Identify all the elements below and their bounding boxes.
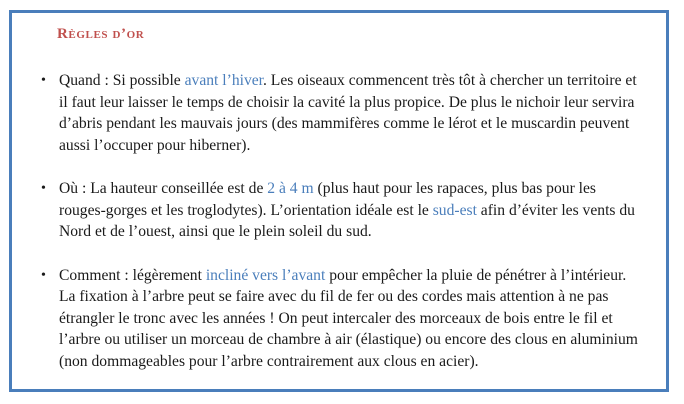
rule-item (28, 265, 638, 373)
rule-text: Comment : légèrement (59, 266, 206, 284)
section-title: Règles d’or (57, 26, 145, 42)
rule-text: . Les oiseaux commencent très tôt à chercher un territoire et il faut leur laisser le temps de choisir la cavité la plus propice. De plus le nichoir leur servira d’abris pendant les mauvais jours (des mammifères comme le lérot et le muscardin peuvent aussi l’occuper pour hiberner). (59, 72, 637, 154)
bullet-icon: • (41, 181, 46, 196)
highlighted-term: incliné vers l’avant (205, 266, 326, 284)
rule-text: pour empêcher la pluie de pénétrer à l’intérieur. La fixation à l’arbre peut se faire avec du fil de fer ou des cordes mais attention à ne pas étrangler le tronc avec les années ! On peut intercaler des morceaux de bois entre le fil et l’arbre ou utiliser un morceau de chambre à air (élastique) ou encore des clous en aluminium (non dommageables pour l’arbre contrairement aux clous en acier). (59, 266, 638, 370)
bullet-icon: • (41, 73, 46, 88)
rule-text: Où : La hauteur conseillée est de (59, 180, 268, 197)
highlighted-term: avant l’hiver (184, 72, 263, 89)
rule-text: Quand : Si possible (59, 72, 185, 89)
rule-item (28, 178, 638, 243)
rules-list (28, 70, 638, 394)
rule-item (28, 70, 638, 156)
highlighted-term: 2 à 4 m (267, 180, 314, 197)
bullet-icon: • (41, 267, 46, 283)
rule-text: afin d’éviter les vents du Nord et de l’ouest, ainsi que le plein soleil du sud. (59, 201, 635, 240)
rule-text: (plus haut pour les rapaces, plus bas pour les rouges-gorges et les troglodytes). L’orientation idéale est le (59, 180, 596, 219)
highlighted-term: sud-est (432, 201, 477, 219)
